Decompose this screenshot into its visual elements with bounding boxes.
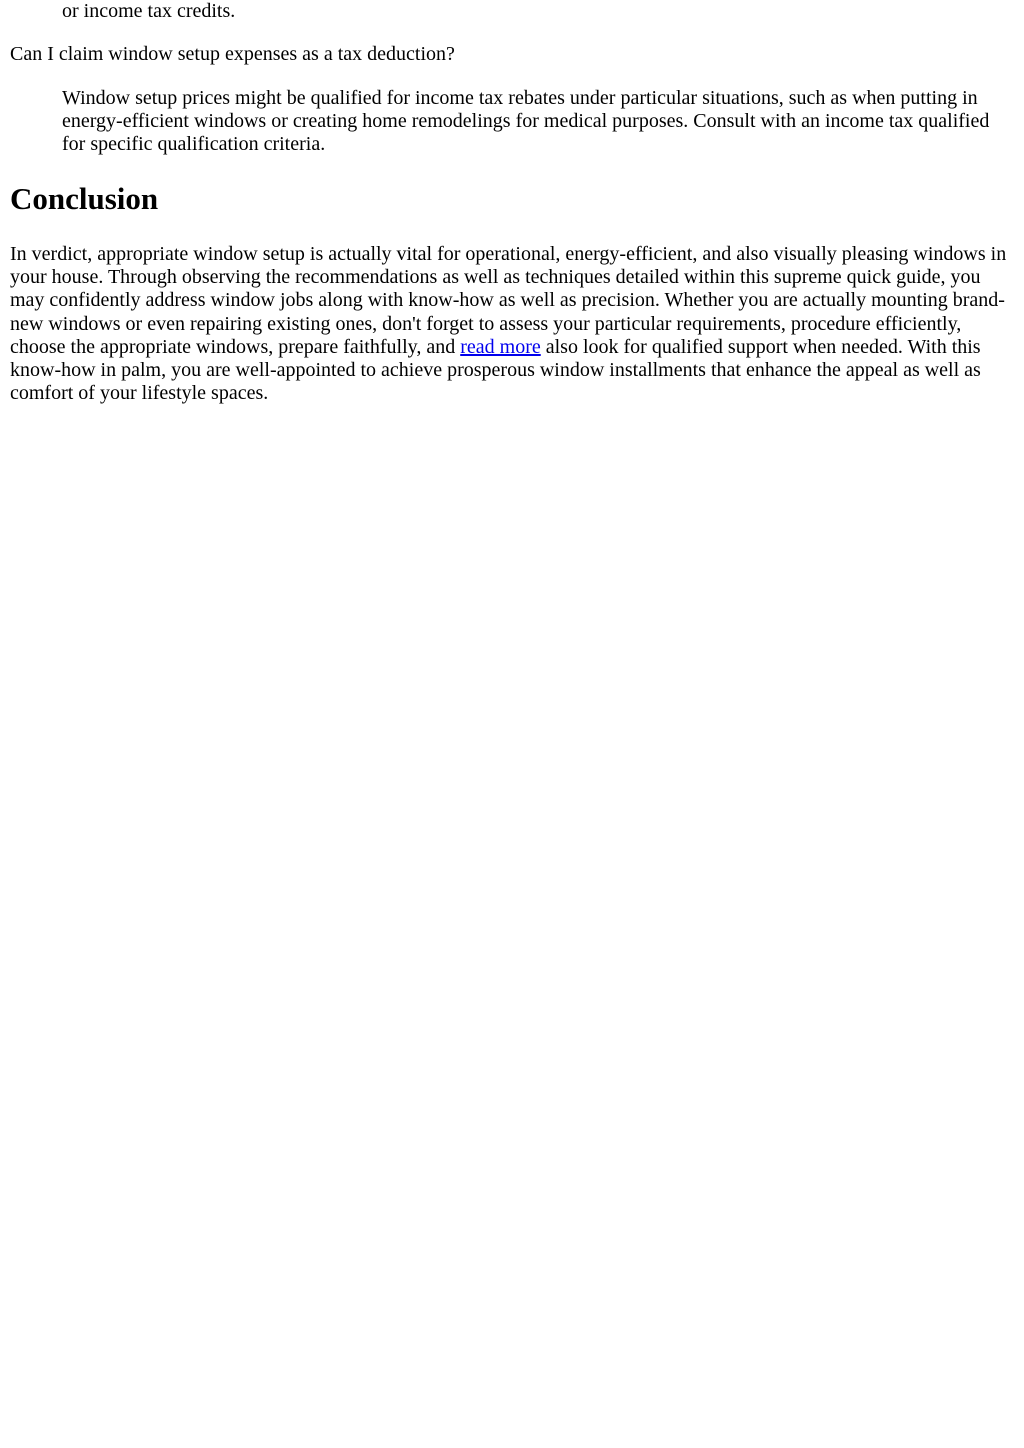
conclusion-text-after-link: also look for qualified support when needed. With this know-how in palm, you are well-appointed to achieve prosperous window installments that enhance the appeal as well as comfort of your lifestyle spaces. bbox=[10, 335, 981, 405]
faq-answer: Window setup prices might be qualified for income tax rebates under particular situations, such as when putting in energy-efficient windows or creating home remodelings for medical purposes. Consult with an income tax qualified for specific qualification criteria. bbox=[62, 87, 990, 156]
faq-previous-answer: or income tax credits. bbox=[62, 0, 236, 22]
faq-question: Can I claim window setup expenses as a tax deduction? bbox=[10, 43, 455, 65]
conclusion-text-before-link: In verdict, appropriate window setup is actually vital for operational, energy-efficient, and also visually pleasing windows in your house. Through observing the recommendations as well as techniques detailed within this supreme quick guide, you may confidently address window jobs along with know-how as well as precision. Whether you are actually mounting brand-new windows or even repairing existing ones, don't forget to assess your particular requirements, procedure efficiently, choose the appropriate windows, prepare faithfully, and bbox=[10, 243, 1007, 358]
conclusion-heading: Conclusion bbox=[10, 181, 159, 216]
read-more-link[interactable]: read more bbox=[460, 335, 541, 358]
conclusion-paragraph bbox=[10, 243, 1010, 405]
